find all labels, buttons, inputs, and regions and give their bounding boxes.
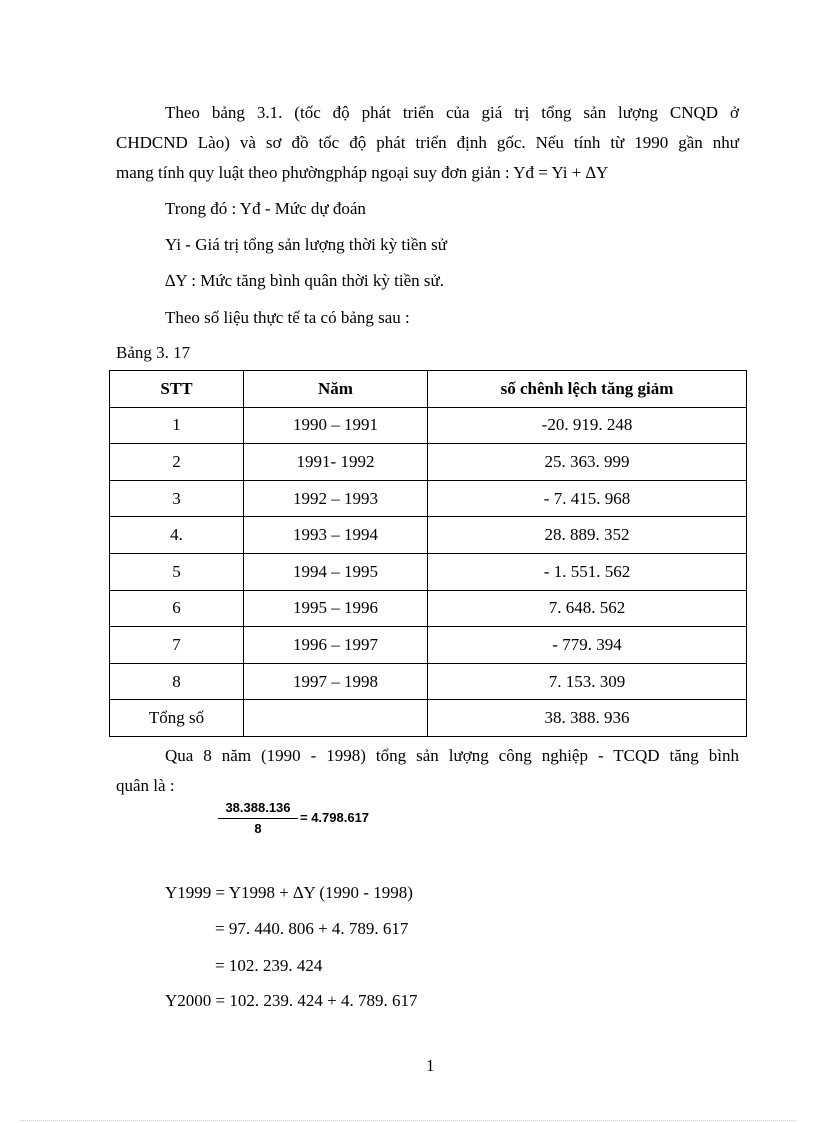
cell-difference: 7. 648. 562 xyxy=(428,590,747,627)
dy-definition: ∆Y : Mức tăng bình quân thời kỳ tiền sử. xyxy=(165,271,444,290)
difference-table xyxy=(109,370,747,737)
table-row xyxy=(110,444,747,481)
where-line: Trong đó : Yđ - Mức dự đoán xyxy=(165,199,366,218)
cell-stt: 3 xyxy=(110,480,244,517)
cell-total-label: Tổng số xyxy=(110,700,244,737)
table-row xyxy=(110,553,747,590)
header-stt: STT xyxy=(110,371,244,408)
intro-line-1: Theo bảng 3.1. (tốc độ phát triển của giá trị tổng sản lượng CNQD ở xyxy=(165,103,739,122)
cell-stt: 5 xyxy=(110,553,244,590)
fraction-result: = 4.798.617 xyxy=(300,810,370,825)
cell-year: 1994 – 1995 xyxy=(244,553,428,590)
table-total-row xyxy=(110,700,747,737)
cell-stt: 6 xyxy=(110,590,244,627)
cell-difference: - 1. 551. 562 xyxy=(428,553,747,590)
cell-year: 1997 – 1998 xyxy=(244,663,428,700)
cell-year: 1991- 1992 xyxy=(244,444,428,481)
cell-difference: - 779. 394 xyxy=(428,627,747,664)
cell-year: 1990 – 1991 xyxy=(244,407,428,444)
page-number: 1 xyxy=(426,1056,435,1075)
intro-line-2: CHDCND Lào) và sơ đồ tốc độ phát triển định gốc. Nếu tính từ 1990 gần như xyxy=(116,133,739,152)
table-row xyxy=(110,627,747,664)
y2000-formula: Y2000 = 102. 239. 424 + 4. 789. 617 xyxy=(165,991,418,1010)
cell-stt: 1 xyxy=(110,407,244,444)
y1999-formula: Y1999 = Y1998 + ∆Y (1990 - 1998) xyxy=(165,883,413,902)
cell-difference: -20. 919. 248 xyxy=(428,407,747,444)
summary-line-1: Qua 8 năm (1990 - 1998) tổng sản lượng công nghiệp - TCQD tăng bình xyxy=(165,746,739,765)
cell-difference: 25. 363. 999 xyxy=(428,444,747,481)
table-header-row xyxy=(110,371,747,408)
yi-definition: Yi - Giá trị tổng sản lượng thời kỳ tiền sử xyxy=(165,235,447,254)
cell-stt: 8 xyxy=(110,663,244,700)
cell-difference: - 7. 415. 968 xyxy=(428,480,747,517)
table-row xyxy=(110,663,747,700)
cell-year: 1996 – 1997 xyxy=(244,627,428,664)
cell-difference: 28. 889. 352 xyxy=(428,517,747,554)
cell-year: 1993 – 1994 xyxy=(244,517,428,554)
cell-total-value: 38. 388. 936 xyxy=(428,700,747,737)
data-note: Theo số liệu thực tế ta có bảng sau : xyxy=(165,308,410,327)
cell-year: 1995 – 1996 xyxy=(244,590,428,627)
page-bottom-divider xyxy=(20,1120,796,1121)
table-row xyxy=(110,407,747,444)
cell-year: 1992 – 1993 xyxy=(244,480,428,517)
fraction-bar xyxy=(218,818,298,819)
cell-stt: 7 xyxy=(110,627,244,664)
table-row xyxy=(110,590,747,627)
cell-difference: 7. 153. 309 xyxy=(428,663,747,700)
cell-stt: 2 xyxy=(110,444,244,481)
table-row xyxy=(110,480,747,517)
calc-step-2: = 102. 239. 424 xyxy=(215,956,323,975)
cell-stt: 4. xyxy=(110,517,244,554)
fraction-denominator: 8 xyxy=(254,821,262,836)
cell-year xyxy=(244,700,428,737)
fraction-numerator: 38.388.136 xyxy=(225,800,291,815)
intro-line-3: mang tính quy luật theo phườngpháp ngoại suy đơn giản : Yđ = Yi + ∆Y xyxy=(116,163,609,182)
summary-line-2: quân là : xyxy=(116,776,175,795)
header-difference: số chênh lệch tăng giảm xyxy=(428,371,747,408)
table-row xyxy=(110,517,747,554)
calc-step-1: = 97. 440. 806 + 4. 789. 617 xyxy=(215,919,409,938)
header-year: Năm xyxy=(244,371,428,408)
table-caption: Bảng 3. 17 xyxy=(116,343,191,362)
